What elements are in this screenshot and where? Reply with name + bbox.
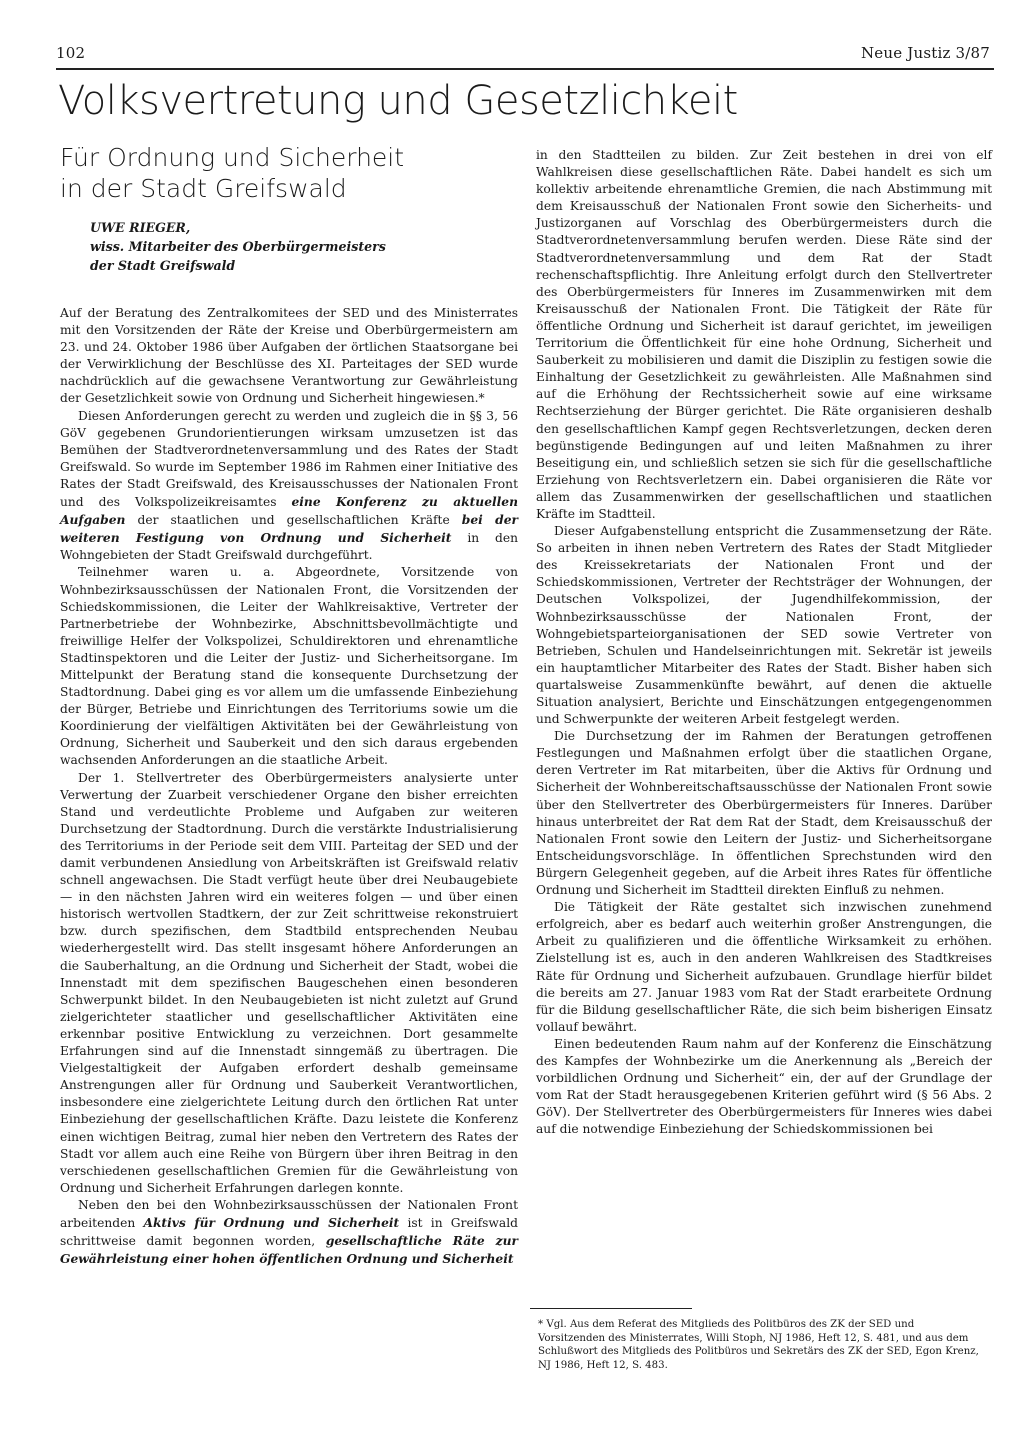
journal-issue: Neue Justiz 3/87 — [860, 44, 990, 62]
header-rule — [56, 68, 994, 70]
byline — [90, 218, 518, 275]
author-name: UWE RIEGER, — [90, 220, 191, 235]
paragraph-2 — [60, 408, 518, 565]
paragraph-9: Einen bedeutenden Raum nahm auf der Konferenz die Einschätzung des Kampfes der Wohnbezirke um die Anerkennung als „Bereich der vorbildlichen Ordnung und Sicherheit“ ein, der auf der Grundlage der vom Rat der Stadt herausgegebenen Kriterien geführt wird (§ 56 Abs. 2 GöV). Der Stellvertreter des Oberbürgermeisters für Inneres wies dabei auf die notwendige Einbeziehung der Schiedskommissionen bei — [536, 1036, 992, 1137]
paragraph-2-text-c: in den Wohngebieten der Stadt Greifswald durchgeführt. — [60, 531, 518, 563]
paragraph-7: Die Durchsetzung der im Rahmen der Beratungen getroffenen Festlegungen und Maßnahmen erfolgt über die staatlichen Organe, deren Vertreter im Rat mitarbeiten, über die Aktivs für Ordnung und Sicherheit der Wohnbereitschaftsausschüsse der Nationalen Front sowie über den Stellvertreter des Oberbürgermeisters für Inneres. Darüber hinaus unterbreitet der Rat dem Rat der Stadt, dem Kreisausschuß der Nationalen Front sowie den Leitern der Justiz- und Sicherheitsorgane Entscheidungsvorschläge. In öffentlichen Sprechstunden wird den Bürgern Gelegenheit gegeben, auf die Arbeit ihres Rates für öffentliche Ordnung und Sicherheit im Stadtteil direkten Einfluß zu nehmen. — [536, 729, 992, 898]
paragraph-1: Auf der Beratung des Zentralkomitees der SED und des Ministerrates mit den Vorsitzenden der Räte der Kreise und Oberbürgermeistern am 23. und 24. Oktober 1986 über Aufgaben der örtlichen Staatsorgane bei der Verwirklichung der Beschlüsse des XI. Parteitages der SED wurde nachdrücklich auf die gewachsene Verantwortung zur Gewährleistung der Gesetzlichkeit sowie von Ordnung und Sicherheit hingewiesen.* — [60, 306, 518, 406]
article-title-line2: in der Stadt Greifswald — [60, 174, 347, 203]
footnote: * Vgl. Aus dem Referat des Mitglieds des Politbüros des ZK der SED und Vorsitzenden des Ministerrates, Willi Stoph, NJ 1986, Heft 12, S. 481, und aus dem Schlußwort des Mitglieds des Politbüros und Sekretärs des ZK der SED, Egon Krenz, NJ 1986, Heft 12, S. 483. — [538, 1319, 979, 1371]
paragraph-5-text-c-continued: in den Stadtteilen zu bilden. Zur Zeit bestehen in drei von elf Wahlkreisen diese gesellschaftlichen Räte. Dabei handelt es sich um kollektiv arbeitende ehrenamtliche Gremien, die nach Abstimmung mit dem Kreisausschuß der Nationalen Front sowie den Sicherheits- und Justizorganen auf Vorschlag des Oberbürgermeisters durch die Stadtverordnetenversammlung berufen werden. Diese Räte sind der Stadtverordnetenversammlung und dem Rat der Stadt rechenschaftspflichtig. Ihre Anleitung erfolgt durch den Stellvertreter des Oberbürgermeisters für Inneres im Zusammenwirken mit dem Kreisausschuß der Nationalen Front. Die Tätigkeit der Räte für öffentliche Ordnung und Sicherheit ist darauf gerichtet, im jeweiligen Territorium die Öffentlichkeit für eine hohe Ordnung, Sicherheit und Sauberkeit zu mobilisieren und damit die Disziplin zu festigen sowie die Einhaltung der Gesetzlichkeit zu gewährleisten. Alle Maßnahmen sind auf die Erhöhung der Rechtssicherheit sowie auf eine wirksame Rechtserziehung der Bürger gerichtet. Die Räte organisieren deshalb den gesellschaftlichen Kampf gegen Rechtsverletzungen, decken deren begünstigende Bedingungen auf und leiten Maßnahmen zu ihrer Beseitigung ein, und schließlich setzen sie sich für die gesellschaftliche Erziehung von Rechtsverletzern ein. Dabei organisieren die Räte vor allem das Zusammenwirken der gesellschaftlichen und staatlichen Kräfte im Stadtteil. — [536, 148, 992, 521]
paragraph-6: Dieser Aufgabenstellung entspricht die Zusammensetzung der Räte. So arbeiten in ihnen neben Vertretern des Rates der Stadt Mitglieder des Kreissekretariats der Nationalen Front und der Schiedskommissionen, Vertreter der Rechtsträger der Wohnungen, der Deutschen Volkspolizei, der Jugendhilfekommission, der Wohnbezirksausschüsse der Nationalen Front, der Wohngebietsparteiorganisationen der SED sowie Vertreter von Betrieben, Schulen und Handelseinrichtungen mit. Sekretär ist jeweils ein hauptamtlicher Mitarbeiter des Rates der Stadt. Bisher haben sich quartalsweise Zusammenkünfte bewährt, auf denen die aktuelle Situation analysiert, Berichte und Einschätzungen entgegengenommen und Schwerpunkte der weiteren Arbeit festgelegt werden. — [536, 524, 992, 727]
paragraph-5 — [60, 1197, 518, 1268]
paragraph-2-text-a: Diesen Anforderungen gerecht zu werden und zugleich die in §§ 3, 56 GöV gegebenen Grundorientierungen wirksam umzusetzen ist das Bemühen der Stadtverordnetenversammlung und des Rates der Stadt Greifswald. So wurde im September 1986 im Rahmen einer Initiative des Rates der Stadt Greifswald, des Kreisausschusses der Nationalen Front und des Volkspolizeikreisamtes — [60, 408, 518, 510]
author-role-line2: der Stadt Greifswald — [90, 258, 236, 273]
paragraph-4: Der 1. Stellvertreter des Oberbürgermeisters analysierte unter Verwertung der Zuarbeit verschiedener Organe den bisher erreichten Stand und verdeutlichte Probleme und Aufgaben zur weiteren Durchsetzung der Stadtordnung. Durch die verstärkte Industrialisierung des Territoriums in der Periode seit dem VIII. Parteitag der SED und der damit verbundenen Ansiedlung von Arbeitskräften ist Greifswald relativ schnell angewachsen. Die Stadt verfügt heute über drei Neubaugebiete — in den nächsten Jahren wird ein weiteres folgen — und über einen historisch wertvollen Stadtkern, der zur Zeit schrittweise rekonstruiert bzw. durch spezifischen, dem Stadtbild entsprechenden Neubau wiederhergestellt wird. Das stellt insgesamt höhere Anforderungen an die Sauberhaltung, an die Ordnung und Sicherheit der Stadt, wobei die Innenstadt mit dem spezifischen Baugeschehen einen besonderen Schwerpunkt bildet. In den Neubaugebieten ist nicht zuletzt auf Grund zielgerichteter staatlicher und gesellschaftlicher Aktivitäten eine erkennbar positive Entwicklung zu verzeichnen. Dort gesammelte Erfahrungen sind auf die Innenstadt sinngemäß zu übertragen. Die Vielgestaltigkeit der Aufgaben erfordert deshalb gemeinsame Anstrengungen aller für Ordnung und Sauberkeit Verantwortlichen, insbesondere eine zielgerichtete Leitung durch den örtlichen Rat unter Einbeziehung der gesellschaftlichen Kräfte. Dazu leistete die Konferenz einen wichtigen Beitrag, zumal hier neben den Vertretern des Rates der Stadt vor allem auch eine Reihe von Bürgern über ihren Beitrag in den verschiedenen gesellschaftlichen Gremien für die Gewährleistung von Ordnung und Sicherheit Erfahrungen darlegen konnte. — [60, 770, 518, 1195]
paragraph-2-text-b: der staatlichen und gesellschaftlichen Kräfte — [137, 513, 450, 528]
footnote-rule — [530, 1308, 692, 1309]
paragraph-5-text-b: ist in Greifswald schrittweise damit begonnen worden, — [60, 1215, 518, 1249]
paragraph-5-emphasis-2: gesellschaftliche Räte zur Gewährleistung einer hohen öffentlichen Ordnung und Sicherheit — [60, 1233, 518, 1267]
paragraph-2-emphasis-1: eine Konferenz zu aktuellen Aufgaben — [60, 494, 518, 528]
article-title-line1: Für Ordnung und Sicherheit — [60, 143, 405, 172]
section-title: Volksvertretung und Gesetzlichkeit — [58, 78, 738, 124]
paragraph-3: Teilnehmer waren u. a. Abgeordnete, Vorsitzende von Wohnbezirksausschüssen der Nationalen Front, die Vorsitzenden der Schiedskommissionen, die Leiter der Wahlkreisaktive, Vertreter der Partnerbetriebe der Wohnbezirke, Abschnittsbevollmächtigte und freiwillige Helfer der Volkspolizei, Schuldirektoren und ehrenamtliche Stadtinspektoren und die Leiter der Justiz- und Sicherheitsorgane. Im Mittelpunkt der Beratung stand die konsequente Durchsetzung der Stadtordnung. Dabei ging es vor allem um die umfassende Einbeziehung der Bürger, Betriebe und Einrichtungen des Territoriums sowie um die Koordinierung der vielfältigen Aktivitäten bei der Gewährleistung von Ordnung, Sicherheit und Sauberkeit und den sich daraus ergebenden wachsenden Anforderungen an die staatliche Arbeit. — [60, 565, 518, 768]
page-number: 102 — [56, 44, 86, 62]
paragraph-5-emphasis-1: Aktivs für Ordnung und Sicherheit — [143, 1214, 400, 1230]
article-title — [60, 142, 518, 204]
right-column — [536, 146, 992, 1380]
author-role-line1: wiss. Mitarbeiter des Oberbürgermeisters — [90, 239, 386, 254]
paragraph-8: Die Tätigkeit der Räte gestaltet sich inzwischen zunehmend erfolgreich, aber es bedarf auch weiterhin großer Anstrengungen, die Arbeit zu qualifizieren und die öffentliche Wirksamkeit zu erhöhen. Zielstellung ist es, auch in den anderen Wahlkreisen des Stadtkreises Räte für Ordnung und Sicherheit aufzubauen. Grundlage hierfür bildet die bereits am 27. Januar 1983 vom Rat der Stadt erarbeitete Ordnung für die Bildung gesellschaftlicher Räte, die sich beim bisherigen Einsatz vollauf bewährt. — [536, 900, 992, 1034]
paragraph-2-emphasis-2: bei der weiteren Festigung von Ordnung und Sicherheit — [60, 512, 518, 546]
paragraph-5-continued — [536, 146, 992, 523]
left-column — [60, 142, 518, 1380]
paragraph-5-text-a: Neben den bei den Wohnbezirksausschüssen der Nationalen Front arbeitenden — [60, 1197, 518, 1230]
